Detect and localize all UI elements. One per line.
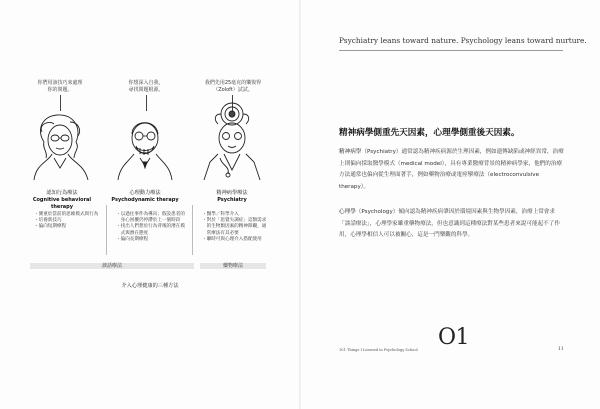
bullet-item: 身心困擾仍停滯於上一個時段 — [116, 218, 181, 224]
caption-cbt-en: Cognitive behavioral therapy — [32, 197, 92, 210]
paragraph-psychiatry-text: （Psychiatry）通常認為精神疾病源於生理因素，例如遺傳缺陷或神經異常，治療上則偏向採取醫學模式（medical model），具有專業醫療背景的精神病學家，他們的治療方法通常也偏向從生理面著手，例如藥物治療或電痙攣療法（electroconvulsive therapy）。 — [339, 149, 564, 190]
bubble-1-line-2: 你的問題。 — [47, 86, 73, 93]
paragraph-psychology-text: （Psychology）傾向認為精神疾病肇因於環境因素與生物學因素，治療上常會求「談話療法」，心理學家雖重藥物療法，但也意識到這種療法對某些患者來說可能起不了作用，心理學相信人可以被關心，這是一門樂觀的科學。 — [339, 209, 560, 239]
term-psychiatry: 精神病學 — [339, 149, 362, 155]
chapter-number: O1 — [438, 325, 470, 350]
page-number: 11 — [558, 347, 564, 352]
bullets-psychiatry — [202, 212, 270, 243]
leader-line-2 — [146, 95, 147, 111]
bullet-item: ・找出人們想於行為背後的潛在模 — [116, 224, 185, 230]
section-heading: 精神病學側重先天因素，心理學側重後天因素。 — [339, 128, 520, 138]
bullet-item: 常療法有其必要 — [202, 230, 239, 236]
leader-line-1 — [60, 95, 61, 111]
bullets-psychodynamic — [116, 212, 184, 243]
term-psychology: 心理學 — [339, 209, 356, 215]
bubble-2-line-1: 你想深入自我， — [128, 80, 164, 86]
caption-psychiatry-en: Psychiatry — [217, 197, 247, 203]
column-divider-2 — [192, 205, 193, 255]
therapist-portrait-cbt — [30, 112, 92, 180]
drug-therapy-label: 藥物療法 — [222, 263, 243, 269]
epigraph-quote: Psychiatry leans toward nature. Psychology leans toward nurture. — [339, 36, 587, 45]
bullet-item: ・對於「思覺失調症」這類需求 — [202, 218, 267, 224]
bullet-item: ・聯時可與心理介入搭配使用 — [202, 236, 262, 242]
right-page — [301, 0, 600, 409]
bullet-item: ・以過往事件為導向；假設患者的 — [116, 212, 185, 217]
bullet-item: 的生物類因素的精神障礙，通 — [202, 224, 267, 230]
bubble-3-line-2: （Zoloft）試試。 — [213, 86, 253, 93]
caption-psychiatry — [192, 190, 272, 204]
caption-psychodynamic-en: Psychodynamic therapy — [111, 197, 179, 203]
talk-therapy-label: 談話療法 — [101, 263, 122, 269]
therapist-portrait-psychodynamic — [114, 112, 176, 180]
psychiatrist-portrait — [200, 100, 264, 180]
bubble-3-line-1: 我們先用25毫克的樂復得 — [204, 80, 262, 86]
bullet-item: 式與潛在態度 — [116, 230, 149, 236]
bullet-item: ・偏向短期療程 — [34, 224, 67, 230]
caption-psychodynamic — [105, 190, 185, 204]
speech-bubble-3 — [198, 80, 268, 93]
bullet-item: ・偏向長期療程 — [116, 236, 149, 242]
column-divider-1 — [106, 205, 107, 255]
speech-bubble-1 — [30, 80, 90, 93]
caption-cbt-zh: 認知行為療法 — [46, 190, 78, 196]
paragraph-psychology — [339, 207, 565, 242]
speech-bubble-2 — [116, 80, 176, 93]
figure-caption: 介入心理健康的三種方法 — [121, 283, 179, 289]
caption-psychiatry-zh: 精神病學療法 — [216, 190, 248, 196]
running-footer-title: 101 Things I Learned in Psychology School — [339, 348, 418, 352]
bullet-item: ・醫學／科學介入 — [202, 212, 239, 217]
bubble-1-line-1: 你們用該技巧來處理 — [37, 80, 83, 86]
epigraph-rule — [339, 50, 563, 51]
bullets-cbt — [34, 212, 102, 231]
paragraph-psychiatry — [339, 147, 565, 193]
bubble-2-line-2: 尋找問題根源。 — [128, 86, 164, 93]
bullet-item: ・培養新技巧 — [34, 218, 62, 224]
caption-cbt — [22, 190, 102, 211]
bullet-item: ・側重於當前的思維模式與行為 — [34, 212, 99, 217]
caption-psychodynamic-zh: 心理動力療法 — [129, 190, 161, 196]
